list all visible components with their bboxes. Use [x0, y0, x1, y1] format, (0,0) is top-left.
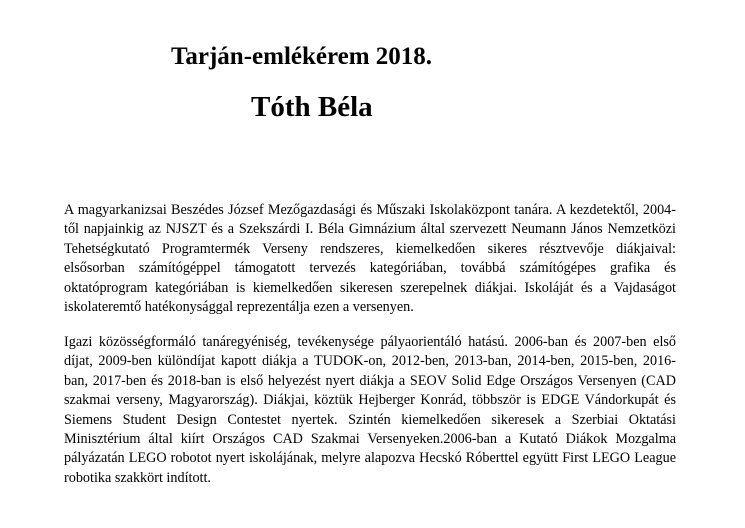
document-title: Tarján-emlékérem 2018.	[171, 43, 433, 70]
paragraph-achievements: Igazi közösségformáló tanáregyéniség, tevékenysége pályaorientáló hatású. 2006-ban és 2007-ben első díjat, 2009-ben különdíjat kapott diákja a TUDOK-on, 2012-ben, 2013-ban, 2014-ben, 2015-ben, 2016-ban, 2017-ben és 2018-ban is első helyezést nyert diákja a SEOV Solid Edge Országos Versenyen (CAD szakmai verseny, Magyarország). Diákjai, köztük Hejberger Konrád, többször is EDGE Vándorkupát és Siemens Student Design Contestet nyertek. Szintén kiemelkedően sikeresek a Szerbiai Oktatási Minisztérium által kiírt Országos CAD Szakmai Versenyeken.2006-ban a Kutató Diákok Mozgalma pályázatán LEGO robotot nyert iskolájának, melyre alapozva Hecskó Róberttel együtt First LEGO League robotika szakkört indított.	[64, 334, 676, 486]
paragraph-introduction: A magyarkanizsai Beszédes József Mezőgazdasági és Műszaki Iskolaközpont tanára. A kezdetektől, 2004-től napjainkig az NJSZT és a Szekszárdi I. Béla Gimnázium által szervezett Neumann János Nemzetközi Tehetségkutató Programtermék Verseny rendszeres, kiemelkedően sikeres résztvevője diákjaival: elsősorban számítógéppel támogatott tervezés kategóriában, továbbá számítógépes grafika és oktatóprogram kategóriában is kiemelkedően sikeresen szerepelnek diákjai. Iskoláját és a Vajdaságot iskolateremtő hatékonysággal reprezentálja ezen a versenyen.	[64, 202, 676, 316]
awardee-name: Tóth Béla	[251, 91, 373, 123]
